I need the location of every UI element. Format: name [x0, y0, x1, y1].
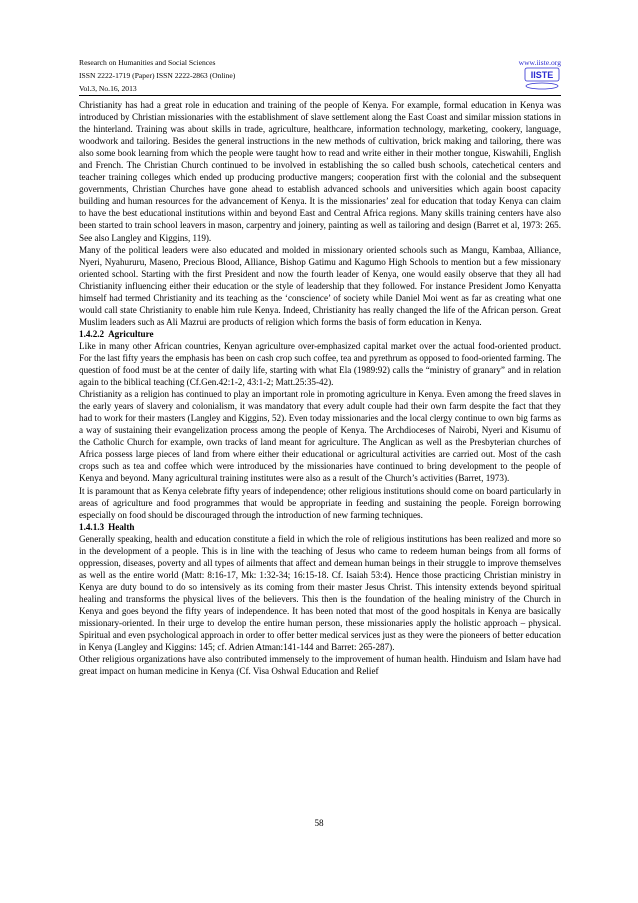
paragraph-health: Generally speaking, health and education constitute a field in which the role of religious institutions has been realized and more so in the development of a people. This is in line with the teaching of Jesus who came to redeem human beings from all forms of oppression, diseases, poverty and all types of ailments that affect and demean human beings in their struggle to improve themselves as well as the entire world (Matt: 8:16-17, Mk: 1:32-34; 16:15-18. Cf. Isaiah 53:4). Hence those practicing Christian ministry in Kenya are duty bound to do so intensively as its coming from their master Jesus Christ. This intensity extends beyond spiritual healing and transforms the physical lives of the believers. This then is the foundation of the healing ministry of the Church in Kenya and goes beyond the fifty years of independence. It has been noted that most of the good hospitals in Kenya are basically missionary-oriented. In their urge to develop the entire human person, these missionaries apply the holistic approach – physical. Spiritual and even psychological approach in order to offer better medical services just as they were the pioneers of better education in Kenya (Langley and Kiggins: 145; cf. Adrien Atman:141-144 and Barret: 265-287).	[79, 533, 561, 653]
section-heading-health	[79, 521, 561, 533]
paragraph-agriculture-independence: It is paramount that as Kenya celebrate fifty years of independence; other religious institutions should come on board particularly in areas of agriculture and food programmes that would be appropriate in feeding and sustaining the people. Foreign borrowing especially on food should be discouraged through the introduction of new farming techniques.	[79, 485, 561, 520]
iiste-logo	[524, 66, 560, 92]
section-title: Agriculture	[108, 328, 154, 339]
logo-text: IISTE	[530, 70, 554, 80]
journal-name: Research on Humanities and Social Sciences	[79, 58, 216, 67]
issn-line: ISSN 2222-1719 (Paper) ISSN 2222-2863 (Online)	[79, 71, 236, 80]
article-body	[79, 99, 561, 677]
header-divider	[79, 95, 561, 96]
journal-header	[79, 56, 561, 95]
journal-url-link[interactable]: www.iiste.org	[518, 58, 561, 67]
paragraph-agriculture-christianity: Christianity as a religion has continued to play an important role in promoting agriculture in Kenya. Even among the freed slaves in the early years of slavery and colonialism, it was mandatory that every adult couple had their own farm despite the fact that they had to work for their masters (Langley and Kiggins, 52). Even today missionaries and the local clergy continue to own big farms as a way of sustaining their evangelization process among the people of Kenya. The Archdioceses of Nairobi, Nyeri and Kisumu of the Catholic Church for example, own tracks of land meant for agriculture. The Anglican as well as the Presbyterian churches of Africa possess large pieces of land from where either their educational or agricultural activities are carried out. Most of the cash crops such as tea and coffee which were introduced by the missionaries have continued to bring development to the people of Kenya and beyond. Many agricultural training institutes were also as a result of the Church’s activities (Barret, 1973).	[79, 389, 561, 484]
section-title: Health	[108, 521, 135, 532]
section-heading-agriculture	[79, 328, 561, 340]
volume-line: Vol.3, No.16, 2013	[79, 84, 137, 93]
section-number: 1.4.1.3	[79, 521, 105, 532]
paragraph-political-leaders: Many of the political leaders were also educated and molded in missionary oriented schools such as Mangu, Kambaa, Alliance, Nyeri, Nyahururu, Maseno, Precious Blood, Alliance, Bishop Gatimu and Kagumo High Schools to mention but a few missionary oriented school. Starting with the first President and now the fourth leader of Kenya, one would easily observe that they all had Christianity influencing either their education or the style of leadership that they followed. For instance President Jomo Kenyatta himself had termed Christianity and its teaching as the ‘conscience’ of society while Daniel Moi went as far as creating what one would call state Christianity to enable him rule Kenya. Indeed, Christianity has really changed the life of the African person. Great Muslim leaders such as Ali Mazrui are products of religion which forms the basis of form education in Kenya.	[79, 244, 561, 327]
paragraph-agriculture-intro: Like in many other African countries, Kenyan agriculture over-emphasized capital market over the actual food-oriented product. For the last fifty years the emphasis has been on cash crop such coffee, tea and pyrethrum as opposed to food-oriented farming. The question of food must be at the center of daily life, starting with what Ela (1989:92) calls the “ministry of granary” and in relation again to the biblical teaching (Cf.Gen.42:1-2, 43:1-2; Matt.25:35-42).	[79, 340, 561, 388]
paragraph-education: Christianity has had a great role in education and training of the people of Kenya. For example, formal education in Kenya was introduced by Christian missionaries with the establishment of slave settlement along the East Coast and similar mission stations in the hinterland. Training was about skills in trade, agriculture, healthcare, information technology, marketing, cookery, language, woodwork and tailoring. Besides the general instructions in the new methods of cultivation, brick making and tailoring, there was also some book learning from which the people were taught how to read and write either in their mother tongue, Kiswahili, English and French. The Christian Church continued to be involved in establishing the so called bush schools, catechetical centers and teacher training colleges which ended up producing productive mangers; cooperation first with the colonial and the subsequent governments, Christian Churches have gone ahead to establish advanced schools and universities which again boost capacity building and human resources for the advancement of Kenya. It is the missionaries’ zeal for education that today Kenya can claim to have the best educational institutions within and beyond East and Central Africa regions. Many skills training centers have also been started to train school leavers in mason, carpentry and joinery, painting as well as tailoring and design (Barret et al, 1973: 265. See also Langley and Kiggins, 119).	[79, 100, 561, 243]
paragraph-other-religions: Other religious organizations have also contributed immensely to the improvement of human health. Hinduism and Islam have had great impact on human medicine in Kenya (Cf. Visa Oshwal Education and Relief	[79, 654, 561, 677]
section-number: 1.4.2.2	[79, 328, 105, 339]
page-number: 58	[314, 818, 324, 828]
